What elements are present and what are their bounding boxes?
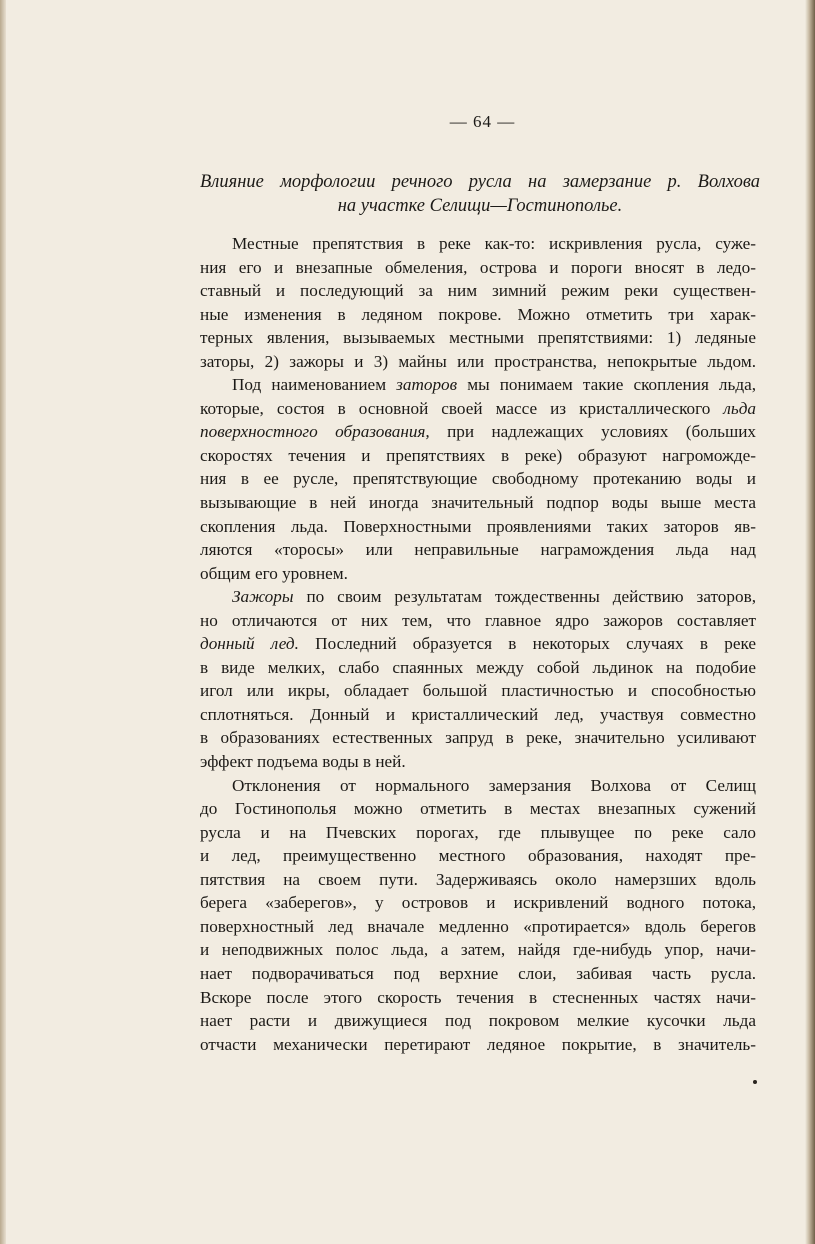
text-line: берега «заберегов», у островов и искривлений водного потока, (200, 893, 756, 913)
text-line (200, 585, 756, 609)
text-line: сплотняться. Донный и кристаллический лед, участвуя совместно (200, 704, 756, 724)
text-line: и лед, преимущественно местного образования, находят пре- (200, 846, 756, 866)
body-text (200, 232, 756, 1056)
heading-line-2: на участке Селищи—Гостинополье. (337, 196, 623, 216)
text-line: ния его и внезапные обмеления, острова и пороги вносят в ледо- (200, 257, 756, 277)
text-line: заторы, 2) зажоры и 3) майны или пространства, непокрытые льдом. (200, 351, 756, 371)
page-number: — 64 — (449, 112, 516, 131)
text-line: отчасти механически перетирают ледяное покрытие, в значитель- (200, 1034, 756, 1054)
text-line: нает расти и движущиеся под покровом мелкие кусочки льда (200, 1011, 756, 1031)
text-line: Вскоре после этого скорость течения в стесненных частях начи- (200, 987, 756, 1007)
text-line: русла и на Пчевских порогах, где плывущее по реке сало (200, 822, 756, 842)
page-left-edge (0, 0, 6, 1244)
text-line (200, 397, 756, 421)
text-segment: мы понимаем такие скопления льда, (467, 375, 757, 395)
text-line: ляются «торосы» или неправильные награмождения льда над (200, 540, 756, 560)
text-line: до Гостинополья можно отметить в местах внезапных сужений (200, 799, 756, 819)
section-heading (200, 170, 760, 218)
text-line: скопления льда. Поверхностными проявлениями таких заторов яв- (200, 516, 756, 536)
text-line: в образованиях естественных запруд в реке, значительно усиливают (200, 728, 756, 748)
text-line: эффект подъема воды в ней. (200, 752, 406, 772)
page-right-edge (805, 0, 815, 1244)
text-line: и неподвижных полос льда, а затем, найдя где-нибудь упор, начи- (200, 940, 756, 960)
text-line: Отклонения от нормального замерзания Волхова от Селищ (232, 775, 756, 795)
text-line: терных явления, вызываемых местными препятствиями: 1) ледяные (200, 328, 756, 348)
text-segment: Под наименованием (232, 375, 387, 395)
text-line (200, 632, 756, 656)
text-line: поверхностный лед вначале медленно «протирается» вдоль берегов (200, 916, 756, 936)
text-segment: при надлежащих условиях (больших (447, 422, 757, 442)
italic-term: донный лед. (200, 634, 299, 654)
text-line: ставный и последующий за ним зимний режим реки существен- (200, 281, 756, 301)
text-segment: Последний образуется в некоторых случаях в реке (315, 634, 756, 654)
italic-term: поверхностного образования, (200, 422, 430, 442)
italic-term: льда (723, 398, 756, 418)
text-line: в виде мелких, слабо спаянных между собой льдинок на подобие (200, 657, 756, 677)
italic-term: заторов (396, 375, 458, 395)
ink-speck (753, 1080, 757, 1084)
text-segment: которые, состоя в основной своей массе из кристаллического (200, 398, 711, 418)
text-line (200, 420, 756, 444)
heading-line-1: Влияние морфологии речного русла на замерзание р. Волхова (200, 172, 760, 192)
text-line: пятствия на своем пути. Задерживаясь около намерзших вдоль (200, 869, 756, 889)
text-line: ния в ее русле, препятствующие свободному протеканию воды и (200, 469, 756, 489)
italic-term: Зажоры (232, 587, 294, 607)
text-line: ные изменения в ледяном покрове. Можно отметить три харак- (200, 304, 756, 324)
text-segment: по своим результатам тождественны действию заторов, (306, 587, 756, 607)
text-line: вызывающие в ней иногда значительный подпор воды выше места (200, 493, 756, 513)
text-line: игол или икры, обладает большой пластичностью и способностью (200, 681, 756, 701)
text-line (200, 373, 756, 397)
text-line: но отличаются от них тем, что главное ядро зажоров составляет (200, 610, 756, 630)
text-line: Местные препятствия в реке как-то: искривления русла, суже- (232, 234, 756, 253)
text-line: скоростях течения и препятствиях в реке) образуют нагроможде- (200, 445, 756, 465)
text-line: нает подворачиваться под верхние слои, забивая часть русла. (200, 963, 756, 983)
text-line: общим его уровнем. (200, 563, 348, 583)
